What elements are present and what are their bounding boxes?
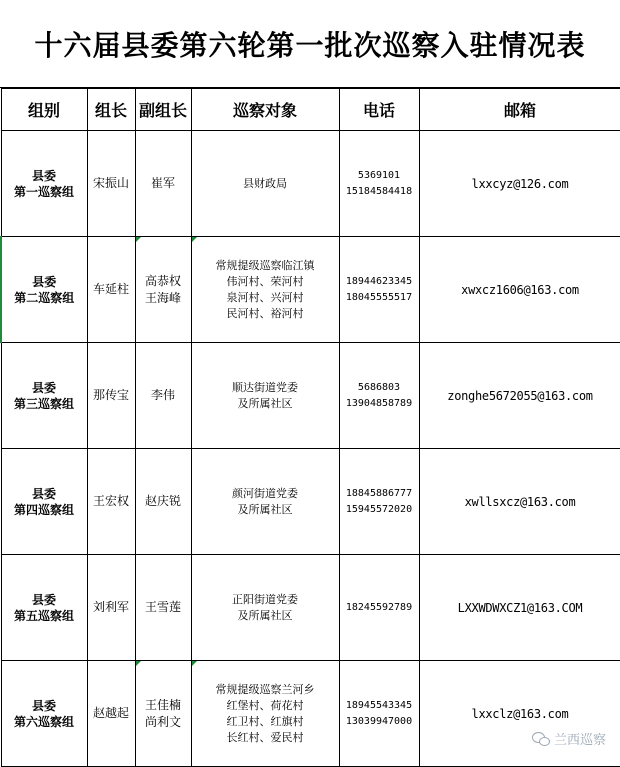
header-leader: 组长: [87, 89, 135, 131]
deputy-cell: [135, 555, 191, 661]
phone-line: 15184584418: [345, 185, 413, 197]
deputy-cell: [135, 661, 191, 767]
header-email: 邮箱: [419, 89, 620, 131]
leader-cell: 那传宝: [87, 343, 135, 449]
target-line: 常规提级巡察兰河乡: [215, 682, 315, 696]
phone-cell: [339, 237, 419, 343]
target-line: 长红村、爱民村: [226, 730, 304, 744]
header-target: 巡察对象: [191, 89, 339, 131]
leader-cell: 车延柱: [87, 237, 135, 343]
deputy-name: 尚利文: [144, 714, 181, 729]
group-line2: 第二巡察组: [14, 290, 75, 305]
title-bar: [0, 0, 620, 88]
phone-cell: [339, 555, 419, 661]
deputy-name: 崔军: [150, 176, 175, 190]
group-line2: 第六巡察组: [13, 714, 74, 729]
group-line1: 县委: [31, 380, 56, 395]
leader-cell: 宋振山: [87, 131, 135, 237]
group-line2: 第三巡察组: [13, 396, 74, 411]
target-line: 泉河村、兴河村: [226, 290, 304, 304]
target-line: 红堡村、荷花村: [226, 698, 304, 712]
email-cell: xwxcz1606@163.com: [419, 237, 620, 343]
target-cell: [191, 131, 339, 237]
deputy-cell: [135, 343, 191, 449]
leader-cell: 王宏权: [87, 449, 135, 555]
target-line: 红卫村、红旗村: [226, 714, 304, 728]
page-title: 十六届县委第六轮第一批次巡察入驻情况表: [34, 28, 586, 62]
target-line: 顺达街道党委: [232, 380, 298, 394]
deputy-name: 高恭权: [144, 273, 181, 288]
deputy-name: 李伟: [150, 388, 175, 402]
deputy-name: 王佳楠: [144, 697, 181, 712]
group-cell: [1, 131, 87, 237]
group-cell: [1, 555, 87, 661]
group-line2: 第一巡察组: [13, 184, 74, 199]
target-line: 民河村、裕河村: [226, 306, 304, 320]
group-line1: 县委: [31, 698, 56, 713]
group-line2: 第五巡察组: [13, 608, 74, 623]
group-line1: 县委: [31, 168, 56, 183]
target-line: 伟河村、荣河村: [226, 274, 304, 288]
watermark-text: 兰西巡察: [553, 733, 606, 748]
group-cell: [1, 661, 87, 767]
phone-line: 13039947000: [345, 715, 413, 727]
table-row: [1, 237, 620, 343]
phone-line: 18945543345: [345, 699, 413, 711]
deputy-name: 赵庆锐: [144, 494, 181, 508]
email-cell: zonghe5672055@163.com: [419, 343, 620, 449]
target-cell: [191, 555, 339, 661]
wechat-icon: [532, 732, 550, 746]
target-line: 及所属社区: [237, 396, 293, 410]
header-group: 组别: [1, 89, 87, 131]
target-line: 及所属社区: [237, 608, 293, 622]
deputy-cell: [135, 449, 191, 555]
group-cell: [1, 343, 87, 449]
target-line: 县财政局: [243, 176, 287, 190]
target-line: 及所属社区: [237, 502, 293, 516]
leader-cell: 赵越起: [87, 661, 135, 767]
table-row: [1, 449, 620, 555]
table-row: [1, 661, 620, 767]
target-cell: [191, 449, 339, 555]
phone-line: 13904858789: [345, 397, 413, 409]
deputy-name: 王海峰: [144, 290, 181, 305]
table-row: [1, 555, 620, 661]
table-row: [1, 343, 620, 449]
deputy-cell: [135, 237, 191, 343]
phone-cell: [339, 343, 419, 449]
phone-line: 18944623345: [345, 275, 413, 287]
phone-line: 18245592789: [345, 601, 413, 613]
leader-cell: 刘利军: [87, 555, 135, 661]
target-cell: [191, 343, 339, 449]
group-cell: [1, 449, 87, 555]
group-cell: [1, 237, 87, 343]
deputy-name: 王雪莲: [144, 600, 181, 614]
phone-line: 18045555517: [345, 291, 413, 303]
target-line: 颜河街道党委: [232, 486, 298, 500]
header-phone: 电话: [339, 89, 419, 131]
phone-line: 18845886777: [345, 487, 413, 499]
group-line1: 县委: [32, 274, 57, 289]
group-line1: 县委: [31, 486, 56, 501]
inspection-table: [0, 88, 620, 767]
phone-cell: [339, 661, 419, 767]
email-cell: lxxcyz@126.com: [419, 131, 620, 237]
phone-line: 5369101: [357, 169, 401, 181]
phone-line: 5686803: [357, 381, 401, 393]
phone-cell: [339, 449, 419, 555]
email-cell: xwllsxcz@163.com: [419, 449, 620, 555]
target-cell: [191, 661, 339, 767]
header-deputy: 副组长: [135, 89, 191, 131]
group-line2: 第四巡察组: [13, 502, 74, 517]
phone-line: 15945572020: [345, 503, 413, 515]
group-line1: 县委: [31, 592, 56, 607]
target-line: 常规提级巡察临江镇: [215, 258, 315, 272]
watermark: [532, 729, 606, 748]
email-cell: lxxclz@163.com: [419, 661, 620, 767]
deputy-cell: [135, 131, 191, 237]
header-row: [1, 89, 620, 131]
phone-cell: [339, 131, 419, 237]
target-line: 正阳街道党委: [232, 592, 298, 606]
email-cell: LXXWDWXCZ1@163.COM: [419, 555, 620, 661]
table-row: [1, 131, 620, 237]
target-cell: [191, 237, 339, 343]
